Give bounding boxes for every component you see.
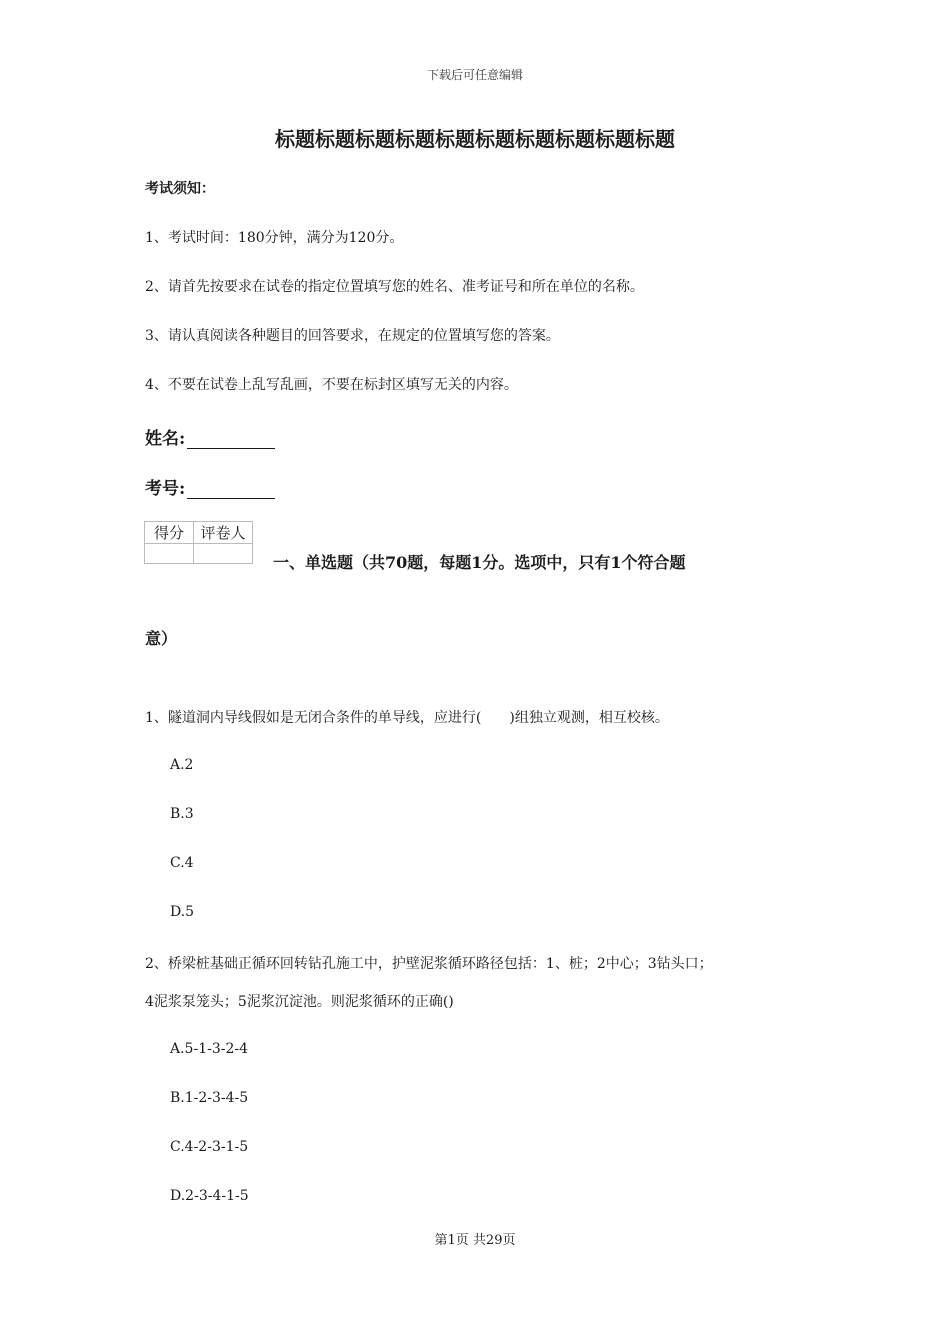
rule-1: 1、考试时间：180分钟，满分为120分。 bbox=[145, 230, 404, 246]
question-2-line-1: 2、桥梁桩基础正循环回转钻孔施工中，护壁泥浆循环路径包括：1、桩；2中心；3钻头口； bbox=[145, 956, 713, 972]
name-blank[interactable] bbox=[187, 430, 275, 449]
grader-header: 评卷人 bbox=[194, 522, 253, 544]
score-cell[interactable] bbox=[145, 544, 194, 564]
page-footer: 第1页 共29页 bbox=[434, 1233, 516, 1248]
name-field bbox=[145, 424, 275, 449]
rule-3: 3、请认真阅读各种题目的回答要求，在规定的位置填写您的答案。 bbox=[145, 328, 560, 344]
notice-label: 考试须知： bbox=[145, 181, 215, 197]
option-2b[interactable]: B.1-2-3-4-5 bbox=[170, 1090, 249, 1106]
question-1: 1、隧道洞内导线假如是无闭合条件的单导线，应进行( )组独立观测，相互校核。 bbox=[145, 710, 669, 726]
option-1a[interactable]: A.2 bbox=[170, 757, 194, 773]
question-2-line-2: 4泥浆泵笼头；5泥浆沉淀池。则泥浆循环的正确() bbox=[145, 994, 454, 1010]
score-table bbox=[144, 521, 253, 564]
option-1b[interactable]: B.3 bbox=[170, 806, 194, 822]
rule-4: 4、不要在试卷上乱写乱画，不要在标封区填写无关的内容。 bbox=[145, 377, 518, 393]
id-field bbox=[145, 474, 275, 499]
option-2c[interactable]: C.4-2-3-1-5 bbox=[170, 1139, 249, 1155]
header-note: 下载后可任意编辑 bbox=[426, 68, 523, 82]
section-heading-tail: 意） bbox=[145, 629, 178, 648]
option-2d[interactable]: D.2-3-4-1-5 bbox=[170, 1188, 249, 1204]
id-blank[interactable] bbox=[187, 480, 275, 499]
option-1c[interactable]: C.4 bbox=[170, 855, 194, 871]
option-1d[interactable]: D.5 bbox=[170, 904, 195, 920]
id-label: 考号: bbox=[145, 479, 186, 499]
option-2a[interactable]: A.5-1-3-2-4 bbox=[170, 1041, 249, 1057]
page-title: 标题标题标题标题标题标题标题标题标题标题 bbox=[275, 127, 675, 151]
rule-2: 2、请首先按要求在试卷的指定位置填写您的姓名、准考证号和所在单位的名称。 bbox=[145, 279, 644, 295]
section-heading: 一、单选题（共70题，每题1分。选项中，只有1个符合题 bbox=[273, 553, 686, 572]
name-label: 姓名: bbox=[145, 429, 186, 449]
grader-cell[interactable] bbox=[194, 544, 253, 564]
score-header: 得分 bbox=[145, 522, 194, 544]
